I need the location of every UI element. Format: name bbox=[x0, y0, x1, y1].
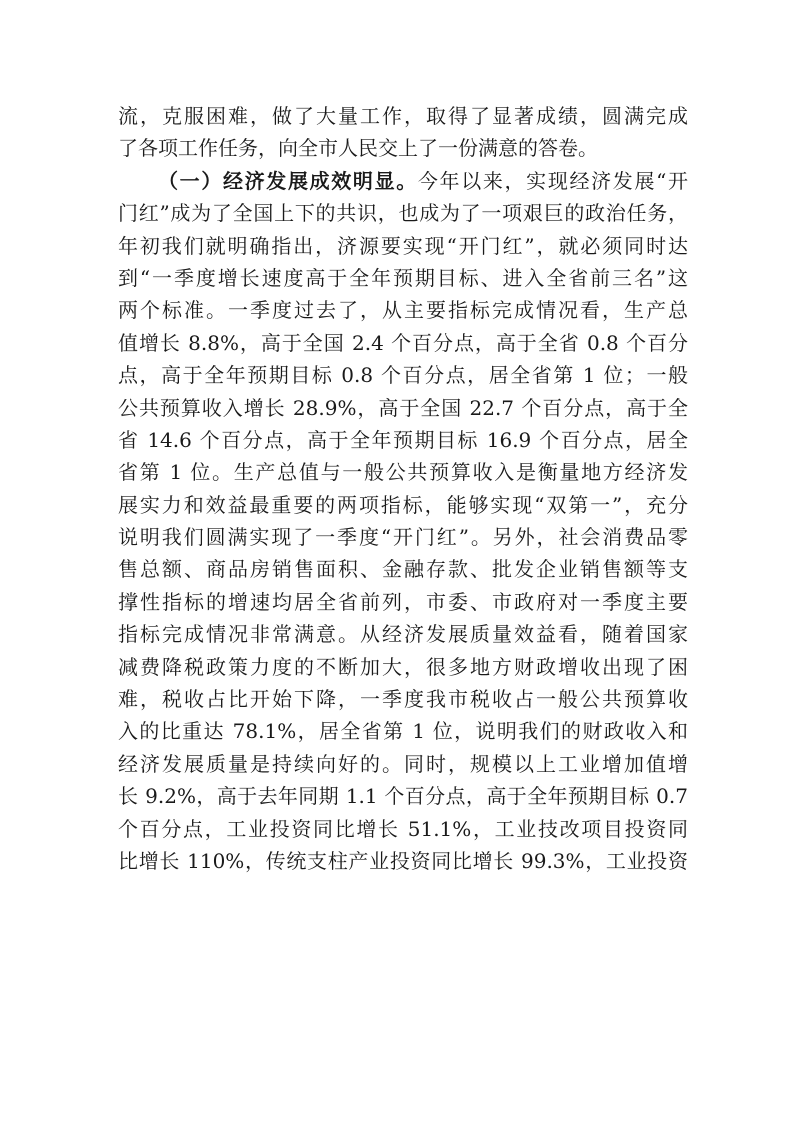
section-heading: （一）经济发展成效明显。 bbox=[158, 168, 418, 193]
text-line: 到“一季度增长速度高于全年预期目标、进入全省前三名”这 bbox=[118, 265, 688, 290]
text-line: 比增长 110%，传统支柱产业投资同比增长 99.3%，工业投资 bbox=[118, 848, 688, 873]
text-line: 长 9.2%，高于去年同期 1.1 个百分点，高于全年预期目标 0.7 bbox=[118, 784, 688, 809]
text-line: 说明我们圆满实现了一季度“开门红”。另外，社会消费品零 bbox=[118, 525, 688, 550]
text-line: 年初我们就明确指出，济源要实现“开门红”，就必须同时达 bbox=[118, 233, 688, 258]
heading-line-text: 今年以来，实现经济发展“开 bbox=[417, 168, 688, 193]
text-line: 门红”成为了全国上下的共识，也成为了一项艰巨的政治任务， bbox=[118, 201, 688, 226]
text-line: 点，高于全年预期目标 0.8 个百分点，居全省第 1 位；一般 bbox=[118, 363, 688, 388]
text-line: 公共预算收入增长 28.9%，高于全国 22.7 个百分点，高于全 bbox=[118, 395, 688, 420]
text-line: 指标完成情况非常满意。从经济发展质量效益看，随着国家 bbox=[118, 622, 688, 647]
section-heading-line bbox=[118, 165, 688, 197]
text-line: 售总额、商品房销售面积、金融存款、批发企业销售额等支 bbox=[118, 557, 688, 582]
text-line: 难，税收占比开始下降，一季度我市税收占一般公共预算收 bbox=[118, 687, 688, 712]
text-line: 个百分点，工业投资同比增长 51.1%，工业技改项目投资同 bbox=[118, 816, 688, 841]
text-line: 入的比重达 78.1%，居全省第 1 位，说明我们的财政收入和 bbox=[118, 719, 688, 744]
text-line: 值增长 8.8%，高于全国 2.4 个百分点，高于全省 0.8 个百分 bbox=[118, 330, 688, 355]
text-line: 流，克服困难，做了大量工作，取得了显著成绩，圆满完成 bbox=[118, 104, 688, 128]
text-line: 了各项工作任务，向全市人民交上了一份满意的答卷。 bbox=[118, 136, 598, 161]
text-line: 两个标准。一季度过去了，从主要指标完成情况看，生产总 bbox=[118, 298, 688, 323]
text-line: 减费降税政策力度的不断加大，很多地方财政增收出现了困 bbox=[118, 654, 688, 679]
text-line: 省第 1 位。生产总值与一般公共预算收入是衡量地方经济发 bbox=[118, 460, 688, 485]
text-line: 展实力和效益最重要的两项指标，能够实现“双第一”，充分 bbox=[118, 492, 688, 517]
text-line: 经济发展质量是持续向好的。同时，规模以上工业增加值增 bbox=[118, 751, 688, 776]
text-line: 撑性指标的增速均居全省前列，市委、市政府对一季度主要 bbox=[118, 589, 688, 614]
body-text bbox=[118, 100, 688, 877]
text-line: 省 14.6 个百分点，高于全年预期目标 16.9 个百分点，居全 bbox=[118, 427, 688, 452]
